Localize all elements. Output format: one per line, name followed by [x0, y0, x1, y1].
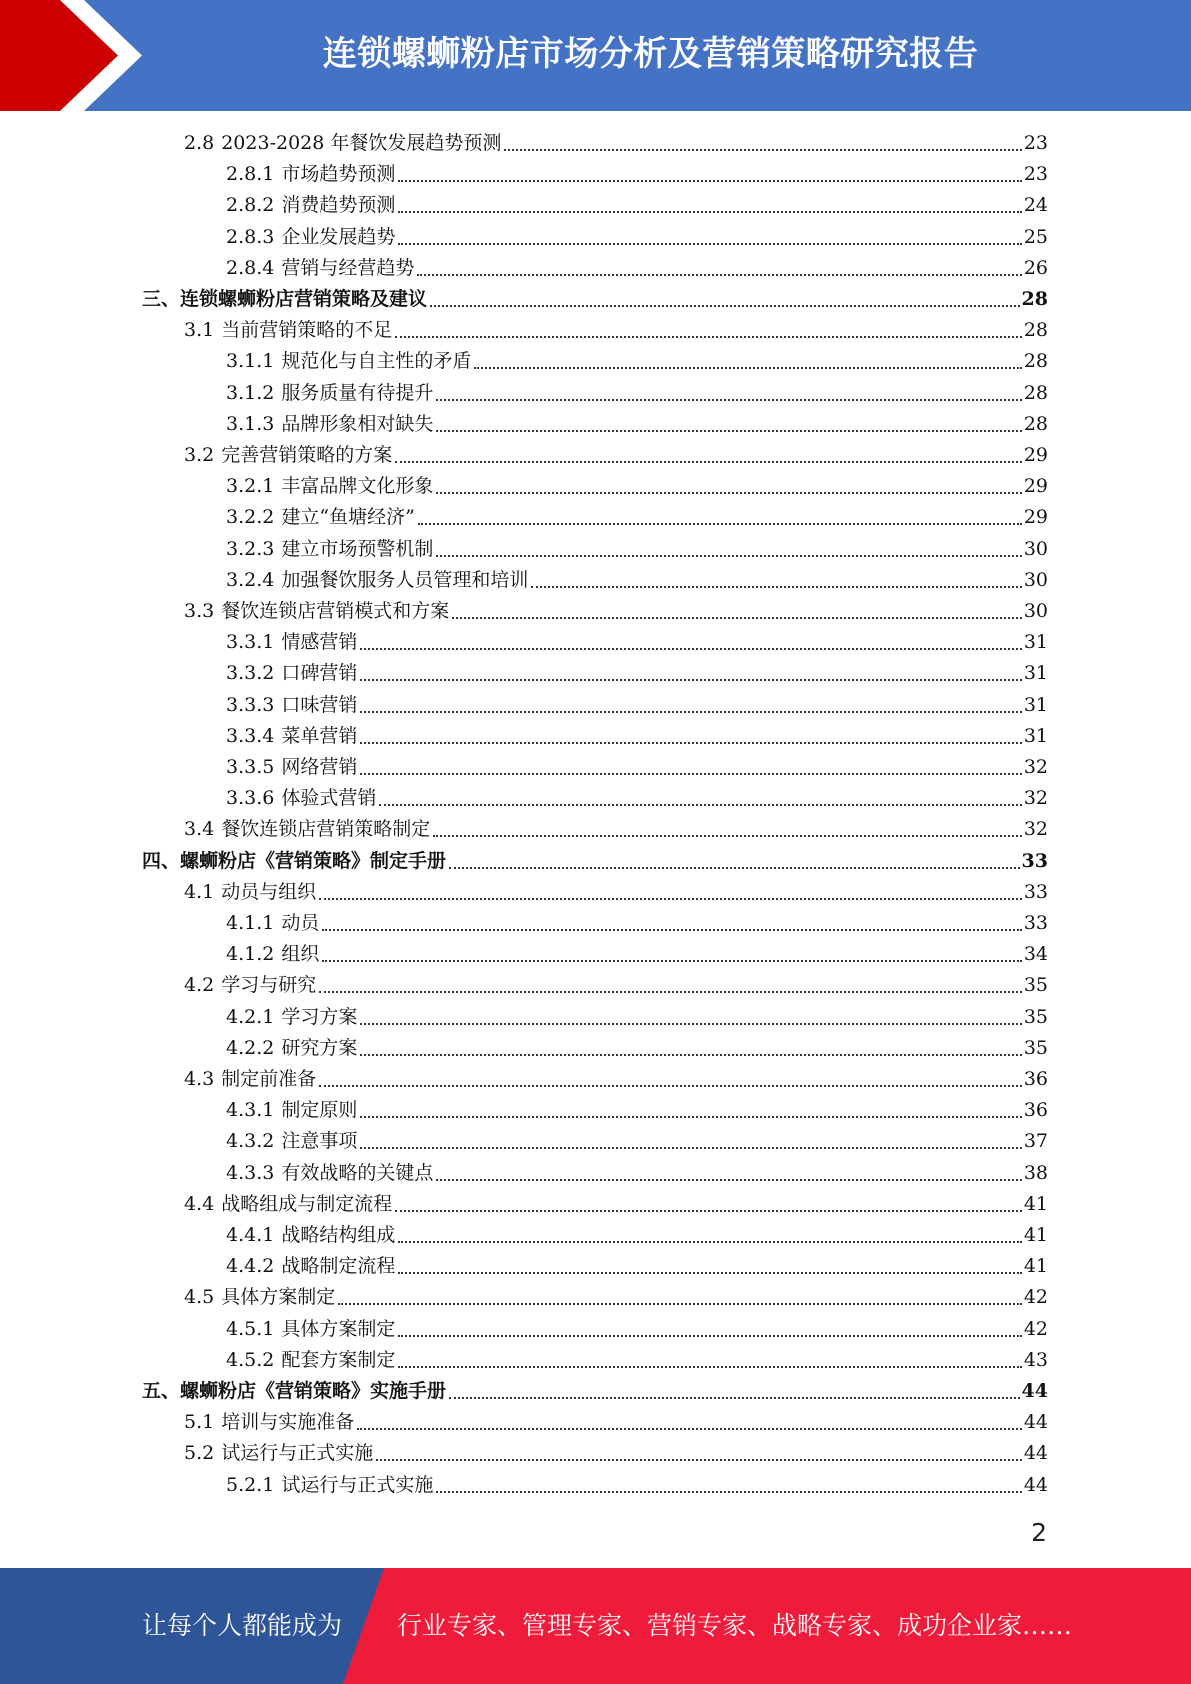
toc-entry-title: 有效战略的关键点 [281, 1161, 434, 1184]
toc-entry-number: 2.8 [184, 132, 215, 154]
toc-entry-page: 35 [1023, 1005, 1048, 1028]
toc-entry-page: 32 [1023, 756, 1048, 778]
toc-entry-text [226, 346, 471, 377]
toc-entry[interactable] [226, 1251, 1048, 1282]
toc-entry-title: 网络营销 [281, 756, 358, 778]
toc-entry-number: 4.2.1 [226, 1005, 275, 1028]
toc-entry-text [226, 690, 357, 721]
toc-entry-title: 体验式营销 [281, 787, 377, 810]
toc-entry-number: 3.3.3 [226, 693, 275, 716]
toc-entry[interactable] [226, 409, 1048, 440]
footer-banner [0, 1568, 1191, 1684]
header-banner [0, 0, 1191, 111]
toc-entry-title: 规范化与自主性的矛盾 [281, 350, 472, 373]
toc-entry-page: 25 [1023, 225, 1048, 248]
toc-entry-title: 组织 [281, 943, 320, 966]
toc-entry-number: 3.3 [184, 600, 215, 622]
toc-entry-text [226, 721, 357, 752]
toc-entry-number: 4.1.1 [226, 912, 275, 934]
toc-entry-page: 44 [1021, 1380, 1048, 1402]
toc-entry-page: 35 [1023, 974, 1048, 997]
toc-entry-text [226, 908, 319, 939]
toc-entry[interactable] [226, 627, 1048, 658]
toc-entry[interactable] [226, 1033, 1048, 1064]
toc-entry-title: 四、螺蛳粉店《营销策略》制定手册 [142, 849, 447, 872]
toc-entry-number: 3.1.3 [226, 412, 275, 435]
toc-entry[interactable] [184, 1189, 1048, 1220]
toc-entry-text [226, 1095, 357, 1126]
toc-dot-leader [360, 741, 1021, 744]
toc-entry-page: 33 [1021, 849, 1048, 872]
toc-dot-leader [360, 1115, 1021, 1118]
toc-entry-number: 3.2 [184, 444, 215, 466]
toc-dot-leader [360, 710, 1021, 713]
toc-entry-title: 营销与经营趋势 [281, 256, 415, 279]
toc-entry-text [226, 783, 376, 814]
toc-entry-title: 三、连锁螺蛳粉店营销策略及建议 [142, 288, 428, 310]
document-title: 连锁螺蛳粉店市场分析及营销策略研究报告 [322, 34, 979, 74]
toc-entry-title: 菜单营销 [281, 724, 358, 747]
toc-entry-number: 4.3.2 [226, 1130, 275, 1153]
toc-entry-text [226, 190, 395, 221]
toc-entry-title: 情感营销 [281, 631, 358, 654]
toc-entry[interactable] [184, 315, 1048, 346]
toc-entry-page: 28 [1023, 381, 1048, 404]
toc-entry[interactable] [226, 346, 1048, 377]
toc-entry[interactable] [226, 1470, 1048, 1501]
toc-entry-text [184, 440, 392, 471]
toc-entry-number: 3.1.1 [226, 350, 275, 373]
toc-entry-page: 31 [1023, 724, 1048, 747]
toc-entry-text [226, 1345, 395, 1376]
toc-entry[interactable] [184, 128, 1048, 159]
toc-entry-text [226, 253, 414, 284]
toc-dot-leader [319, 897, 1022, 900]
toc-entry-page: 28 [1023, 319, 1048, 342]
toc-dot-leader [360, 1146, 1021, 1149]
toc-entry-text [184, 1282, 335, 1313]
toc-entry-number: 2.8.1 [226, 163, 275, 186]
header-chevron-decoration [0, 0, 150, 111]
toc-entry-text [142, 284, 427, 315]
footer-slogan-left: 让每个人都能成为 [142, 1611, 343, 1640]
toc-dot-leader [531, 585, 1021, 588]
toc-entry-text [184, 1407, 354, 1438]
toc-dot-leader [360, 647, 1021, 650]
toc-entry-text [184, 596, 449, 627]
toc-entry[interactable] [142, 1376, 1048, 1407]
toc-dot-leader [504, 148, 1021, 151]
toc-entry-title: 战略组成与制定流程 [221, 1192, 393, 1215]
toc-dot-leader [398, 1240, 1021, 1243]
toc-entry-title: 注意事项 [281, 1130, 358, 1153]
toc-entry[interactable] [226, 690, 1048, 721]
toc-entry-title: 制定原则 [281, 1099, 358, 1122]
toc-entry[interactable] [184, 596, 1048, 627]
toc-dot-leader [398, 179, 1021, 182]
toc-entry[interactable] [184, 877, 1048, 908]
toc-entry[interactable] [184, 1438, 1048, 1469]
toc-dot-leader [398, 1365, 1021, 1368]
toc-entry-text [226, 1158, 433, 1189]
toc-entry-title: 建立市场预警机制 [281, 537, 434, 560]
toc-entry-text [226, 534, 433, 565]
toc-entry-title: 口味营销 [281, 693, 358, 716]
toc-entry-title: 具体方案制定 [281, 1317, 396, 1340]
toc-dot-leader [395, 1209, 1022, 1212]
toc-entry[interactable] [226, 783, 1048, 814]
toc-entry[interactable] [184, 814, 1048, 845]
toc-entry-number: 3.1.2 [226, 381, 275, 404]
toc-dot-leader [418, 522, 1022, 525]
toc-entry-number: 4.1 [184, 880, 215, 903]
toc-dot-leader [430, 304, 1020, 307]
toc-entry-page: 42 [1023, 1286, 1048, 1309]
toc-dot-leader [395, 335, 1022, 338]
toc-entry-page: 36 [1023, 1068, 1048, 1090]
toc-entry-number: 4.1.2 [226, 943, 275, 966]
toc-dot-leader [319, 1084, 1022, 1087]
toc-entry-page: 41 [1023, 1192, 1048, 1215]
toc-entry-number: 3.3.4 [226, 724, 275, 747]
toc-dot-leader [395, 460, 1022, 463]
toc-dot-leader [417, 273, 1021, 276]
toc-entry-text [184, 315, 392, 346]
toc-entry-number: 4.4.1 [226, 1224, 275, 1246]
toc-entry-title: 动员与组织 [221, 880, 317, 903]
toc-entry-text [226, 1002, 357, 1033]
toc-entry[interactable] [226, 752, 1048, 783]
toc-entry-title: 培训与实施准备 [221, 1411, 355, 1434]
toc-dot-leader [398, 210, 1021, 213]
toc-entry-page: 42 [1023, 1317, 1048, 1340]
toc-entry-page: 26 [1023, 256, 1048, 279]
toc-entry-text [226, 658, 357, 689]
toc-entry-text [226, 1126, 357, 1157]
toc-entry[interactable] [184, 1282, 1048, 1313]
toc-entry-text [184, 970, 316, 1001]
toc-entry-number: 3.3.1 [226, 631, 275, 654]
toc-entry-title: 配套方案制定 [281, 1348, 396, 1371]
toc-entry-number: 3.2.1 [226, 475, 275, 498]
toc-entry-number: 3.4 [184, 818, 215, 841]
toc-dot-leader [436, 554, 1021, 557]
toc-entry-page: 32 [1023, 818, 1048, 841]
toc-entry-title: 企业发展趋势 [281, 225, 396, 248]
toc-entry-title: 品牌形象相对缺失 [281, 412, 434, 435]
toc-dot-leader [474, 366, 1021, 369]
toc-entry-number: 4.2 [184, 974, 215, 997]
toc-entry-text [226, 471, 433, 502]
toc-entry-page: 30 [1023, 537, 1048, 560]
toc-dot-leader [452, 616, 1022, 619]
toc-entry-text [184, 1064, 316, 1095]
toc-entry-text [184, 877, 316, 908]
toc-entry[interactable] [226, 908, 1048, 939]
toc-entry-title: 当前营销策略的不足 [221, 319, 393, 342]
toc-entry-number: 5.2.1 [226, 1473, 275, 1496]
toc-entry-text [226, 409, 433, 440]
toc-entry-text [226, 222, 395, 253]
toc-entry[interactable] [226, 534, 1048, 565]
toc-entry-number: 3.3.6 [226, 787, 275, 810]
toc-entry-page: 35 [1023, 1036, 1048, 1059]
toc-dot-leader [436, 429, 1021, 432]
toc-entry-page: 29 [1023, 506, 1048, 529]
toc-entry-text [226, 1470, 433, 1501]
toc-entry-text [184, 1438, 373, 1469]
toc-entry-title: 餐饮连锁店营销模式和方案 [221, 600, 450, 622]
toc-dot-leader [322, 928, 1021, 931]
toc-dot-leader [398, 1271, 1021, 1274]
toc-dot-leader [436, 1490, 1021, 1493]
toc-entry-text [226, 1220, 395, 1251]
toc-entry-title: 试运行与正式实施 [281, 1473, 434, 1496]
toc-entry[interactable] [184, 970, 1048, 1001]
toc-entry-page: 44 [1023, 1473, 1048, 1496]
toc-entry-text [226, 939, 319, 970]
toc-dot-leader [436, 1178, 1021, 1181]
toc-entry-title: 战略制定流程 [281, 1255, 396, 1278]
toc-entry-page: 23 [1023, 163, 1048, 186]
footer-slogan-right: 行业专家、管理专家、营销专家、战略专家、成功企业家…… [397, 1611, 1073, 1640]
toc-entry[interactable] [184, 440, 1048, 471]
toc-entry-title: 建立“鱼塘经济” [281, 506, 415, 529]
toc-entry-title: 学习方案 [281, 1005, 358, 1028]
toc-entry-page: 31 [1023, 631, 1048, 654]
toc-entry[interactable] [142, 846, 1048, 877]
toc-entry-number: 3.1 [184, 319, 215, 342]
toc-entry-text [226, 378, 433, 409]
toc-dot-leader [398, 1334, 1021, 1337]
toc-entry-text [226, 502, 415, 533]
toc-entry-page: 43 [1023, 1348, 1048, 1371]
toc-dot-leader [379, 803, 1021, 806]
toc-dot-leader [376, 1458, 1022, 1461]
toc-entry[interactable] [226, 1002, 1048, 1033]
toc-entry-number: 3.2.4 [226, 568, 275, 591]
toc-entry-text [142, 846, 446, 877]
toc-entry-page: 23 [1023, 132, 1048, 154]
toc-entry[interactable] [226, 378, 1048, 409]
toc-entry-text [226, 1033, 357, 1064]
toc-entry-page: 29 [1023, 444, 1048, 466]
toc-entry-title: 研究方案 [281, 1036, 358, 1059]
toc-entry-title: 战略结构组成 [281, 1224, 396, 1246]
toc-entry-text [184, 1189, 392, 1220]
toc-entry-page: 28 [1023, 350, 1048, 373]
toc-entry[interactable] [226, 253, 1048, 284]
toc-entry-page: 31 [1023, 662, 1048, 685]
toc-entry-title: 完善营销策略的方案 [221, 444, 393, 466]
toc-entry-title: 具体方案制定 [221, 1286, 336, 1309]
toc-entry-title: 制定前准备 [221, 1068, 317, 1090]
toc-dot-leader [360, 772, 1021, 775]
toc-entry-page: 28 [1021, 288, 1048, 310]
page-number: 2 [1031, 1518, 1047, 1547]
toc-entry[interactable] [226, 721, 1048, 752]
toc-dot-leader [360, 678, 1021, 681]
toc-entry-page: 33 [1023, 912, 1048, 934]
toc-entry[interactable] [226, 939, 1048, 970]
toc-entry[interactable] [226, 1220, 1048, 1251]
toc-entry-number: 3.2.2 [226, 506, 275, 529]
toc-dot-leader [436, 491, 1021, 494]
toc-entry[interactable] [226, 471, 1048, 502]
toc-entry-number: 4.2.2 [226, 1036, 275, 1059]
toc-entry-text [226, 159, 395, 190]
toc-entry-number: 4.3.3 [226, 1161, 275, 1184]
toc-entry-title: 五、螺蛳粉店《营销策略》实施手册 [142, 1380, 447, 1402]
toc-entry-page: 33 [1023, 880, 1048, 903]
toc-entry-number: 3.3.2 [226, 662, 275, 685]
toc-entry[interactable] [184, 1064, 1048, 1095]
toc-entry-title: 消费趋势预测 [281, 194, 396, 217]
toc-entry-title: 丰富品牌文化形象 [281, 475, 434, 498]
toc-entry-title: 餐饮连锁店营销策略制定 [221, 818, 431, 841]
toc-entry-title: 动员 [281, 912, 320, 934]
toc-entry-number: 4.4.2 [226, 1255, 275, 1278]
toc-entry-page: 36 [1023, 1099, 1048, 1122]
toc-dot-leader [436, 398, 1021, 401]
toc-entry-text [226, 565, 528, 596]
toc-entry[interactable] [226, 1345, 1048, 1376]
toc-entry[interactable] [226, 565, 1048, 596]
toc-dot-leader [449, 866, 1020, 869]
toc-entry[interactable] [142, 284, 1048, 315]
toc-entry[interactable] [226, 1126, 1048, 1157]
toc-entry-page: 38 [1023, 1161, 1048, 1184]
toc-dot-leader [319, 990, 1022, 993]
toc-entry[interactable] [226, 159, 1048, 190]
toc-entry[interactable] [226, 190, 1048, 221]
toc-entry-number: 4.4 [184, 1192, 215, 1215]
toc-entry[interactable] [226, 1095, 1048, 1126]
toc-dot-leader [360, 1022, 1021, 1025]
toc-entry-title: 加强餐饮服务人员管理和培训 [281, 568, 529, 591]
toc-entry-page: 30 [1023, 568, 1048, 591]
toc-entry-number: 3.2.3 [226, 537, 275, 560]
toc-entry-page: 30 [1023, 600, 1048, 622]
toc-entry-page: 41 [1023, 1255, 1048, 1278]
toc-entry-number: 4.5.1 [226, 1317, 275, 1340]
toc-entry[interactable] [226, 658, 1048, 689]
toc-entry-page: 34 [1023, 943, 1048, 966]
toc-entry-title: 2023-2028 年餐饮发展趋势预测 [221, 132, 502, 154]
toc-entry-number: 2.8.2 [226, 194, 275, 217]
toc-entry-title: 市场趋势预测 [281, 163, 396, 186]
toc-entry[interactable] [226, 1158, 1048, 1189]
toc-entry-text [184, 814, 430, 845]
toc-entry-number: 3.3.5 [226, 756, 275, 778]
toc-entry-number: 4.3 [184, 1068, 215, 1090]
toc-entry-number: 2.8.4 [226, 256, 275, 279]
toc-entry-text [226, 752, 357, 783]
toc-dot-leader [338, 1302, 1022, 1305]
toc-entry-number: 4.5.2 [226, 1348, 275, 1371]
toc-entry-title: 学习与研究 [221, 974, 317, 997]
toc-entry-page: 44 [1023, 1442, 1048, 1465]
toc-entry[interactable] [226, 222, 1048, 253]
toc-entry-page: 28 [1023, 412, 1048, 435]
toc-entry[interactable] [184, 1407, 1048, 1438]
toc-entry-title: 口碑营销 [281, 662, 358, 685]
toc-dot-leader [357, 1427, 1022, 1430]
toc-dot-leader [433, 834, 1022, 837]
toc-entry-page: 44 [1023, 1411, 1048, 1434]
toc-entry-page: 32 [1023, 787, 1048, 810]
toc-dot-leader [360, 1053, 1021, 1056]
toc-dot-leader [398, 242, 1021, 245]
toc-entry-page: 37 [1023, 1130, 1048, 1153]
toc-dot-leader [322, 959, 1021, 962]
toc-entry-number: 4.3.1 [226, 1099, 275, 1122]
toc-entry-text [226, 1314, 395, 1345]
toc-entry-page: 31 [1023, 693, 1048, 716]
toc-entry-page: 29 [1023, 475, 1048, 498]
toc-entry-number: 4.5 [184, 1286, 215, 1309]
toc-entry-text [142, 1376, 446, 1407]
toc-entry-text [226, 1251, 395, 1282]
toc-entry[interactable] [226, 1314, 1048, 1345]
toc-entry-number: 5.1 [184, 1411, 215, 1434]
toc-entry[interactable] [226, 502, 1048, 533]
toc-entry-title: 服务质量有待提升 [281, 381, 434, 404]
toc-entry-text [226, 627, 357, 658]
toc-entry-number: 2.8.3 [226, 225, 275, 248]
toc-entry-page: 41 [1023, 1224, 1048, 1246]
toc-entry-number: 5.2 [184, 1442, 215, 1465]
toc-entry-title: 试运行与正式实施 [221, 1442, 374, 1465]
toc-entry-page: 24 [1023, 194, 1048, 217]
toc-dot-leader [449, 1396, 1020, 1399]
toc-entry-text [184, 128, 501, 159]
